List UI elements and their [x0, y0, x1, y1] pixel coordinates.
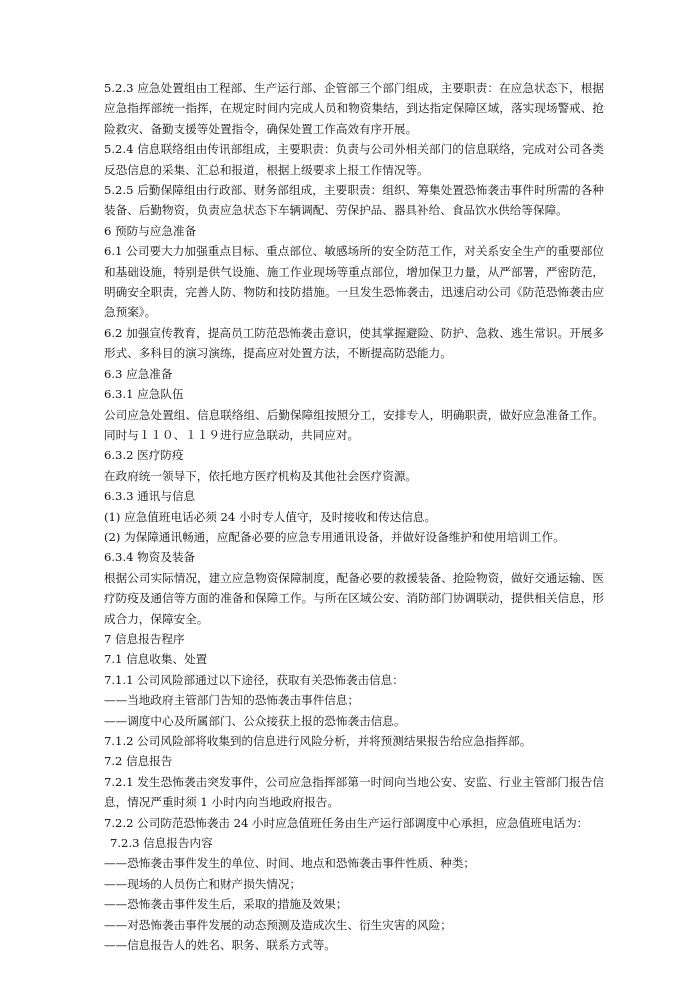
paragraph-6-3-2-body: 在政府统一领导下，依托地方医疗机构及其他社会医疗资源。 — [104, 468, 418, 483]
paragraph-6-3-1-body: 公司应急处置组、信息联络组、后勤保障组按照分工，安排专人，明确职责，做好应急准备工作。同时与１１０、１１９进行应急联动，共同应对。 — [104, 407, 604, 442]
heading-6-3-3: 6.3.3 通讯与信息 — [104, 489, 196, 504]
dash-item-7-2-3-2: ——现场的人员伤亡和财产损失情况； — [104, 876, 302, 891]
document-body — [104, 78, 604, 955]
list-item-6-3-3-2: (2) 为保障通讯畅通，应配备必要的应急专用通讯设备，并做好设备维护和使用培训工作。 — [104, 529, 565, 544]
heading-6-3-2: 6.3.2 医疗防疫 — [104, 448, 184, 463]
heading-6-3-1: 6.3.1 应急队伍 — [104, 387, 184, 402]
heading-7-1: 7.1 信息收集、处置 — [104, 652, 208, 667]
heading-7-2: 7.2 信息报告 — [104, 754, 173, 769]
paragraph-5-2-3: 5.2.3 应急处置组由工程部、生产运行部、企管部三个部门组成，主要职责：在应急状态下，根据应急指挥部统一指挥，在规定时间内完成人员和物资集结，到达指定保障区域，落实现场警戒、抢险救灾、备勤支援等处置指令，确保处置工作高效有序开展。 — [104, 81, 604, 136]
paragraph-5-2-4: 5.2.4 信息联络组由传讯部组成，主要职责：负责与公司外相关部门的信息联络，完成对公司各类反恐信息的采集、汇总和报道，根据上级要求上报工作情况等。 — [104, 142, 604, 177]
list-item-6-3-3-1: (1) 应急值班电话必须 24 小时专人值守，及时接收和传达信息。 — [104, 509, 437, 524]
heading-6: 6 预防与应急准备 — [104, 223, 197, 238]
dash-item-7-2-3-3: ——恐怖袭击事件发生后，采取的措施及效果； — [104, 897, 348, 912]
heading-6-3-4: 6.3.4 物资及装备 — [104, 550, 196, 565]
paragraph-7-2-1: 7.2.1 发生恐怖袭击突发事件，公司应急指挥部第一时间向当地公安、安监、行业主管部门报告信息，情况严重时须 1 小时内向当地政府报告。 — [104, 774, 604, 810]
heading-6-3: 6.3 应急准备 — [104, 366, 173, 381]
paragraph-5-2-5: 5.2.5 后勤保障组由行政部、财务部组成，主要职责：组织、筹集处置恐怖袭击事件时所需的各种装备、后勤物资，负责应急状态下车辆调配、劳保护品、器具补给、食品饮水供给等保障。 — [104, 183, 604, 218]
dash-item-7-2-3-4: ——对恐怖袭击事件发展的动态预测及造成次生、衍生灾害的风险； — [104, 917, 452, 932]
paragraph-7-1-2: 7.1.2 公司风险部将收集到的信息进行风险分析，并将预测结果报告给应急指挥部。 — [104, 734, 532, 748]
paragraph-7-1-1: 7.1.1 公司风险部通过以下途径，获取有关恐怖袭击信息： — [104, 672, 404, 687]
paragraph-6-3-4-body: 根据公司实际情况，建立应急物资保障制度，配备必要的救援装备、抢险物资，做好交通运输、医疗防疫及通信等方面的准备和保障工作。与所在区域公安、消防部门协调联动，提供相关信息，形成合力，保障安全。 — [104, 570, 604, 626]
paragraph-6-2: 6.2 加强宣传教育，提高员工防范恐怖袭击意识，使其掌握避险、防护、急救、逃生常识。开展多形式、多科目的演习演练，提高应对处置方法，不断提高防恐能力。 — [104, 325, 604, 361]
heading-7: 7 信息报告程序 — [104, 631, 185, 646]
paragraph-6-1: 6.1 公司要大力加强重点目标、重点部位、敏感场所的安全防范工作，对关系安全生产的重要部位和基础设施，特别是供气设施、施工作业现场等重点部位，增加保卫力量，从严部署，严密防范，明确安全职责，完善人防、物防和技防措施。一旦发生恐怖袭击，迅速启动公司《防范恐怖袭击应急预案》。 — [104, 244, 604, 320]
dash-item-7-1-1-2: ——调度中心及所属部门、公众接获上报的恐怖袭击信息。 — [104, 713, 406, 728]
dash-item-7-1-1-1: ——当地政府主管部门告知的恐怖袭击事件信息； — [104, 693, 360, 708]
paragraph-7-2-2: 7.2.2 公司防范恐怖袭击 24 小时应急值班任务由生产运行部调度中心承担，应急值班电话为： — [104, 815, 589, 830]
dash-item-7-2-3-1: ——恐怖袭击事件发生的单位、时间、地点和恐怖袭击事件性质、种类； — [104, 856, 476, 871]
heading-7-2-3: 7.2.3 信息报告内容 — [110, 836, 213, 851]
dash-item-7-2-3-5: ——信息报告人的姓名、职务、联系方式等。 — [104, 938, 336, 953]
